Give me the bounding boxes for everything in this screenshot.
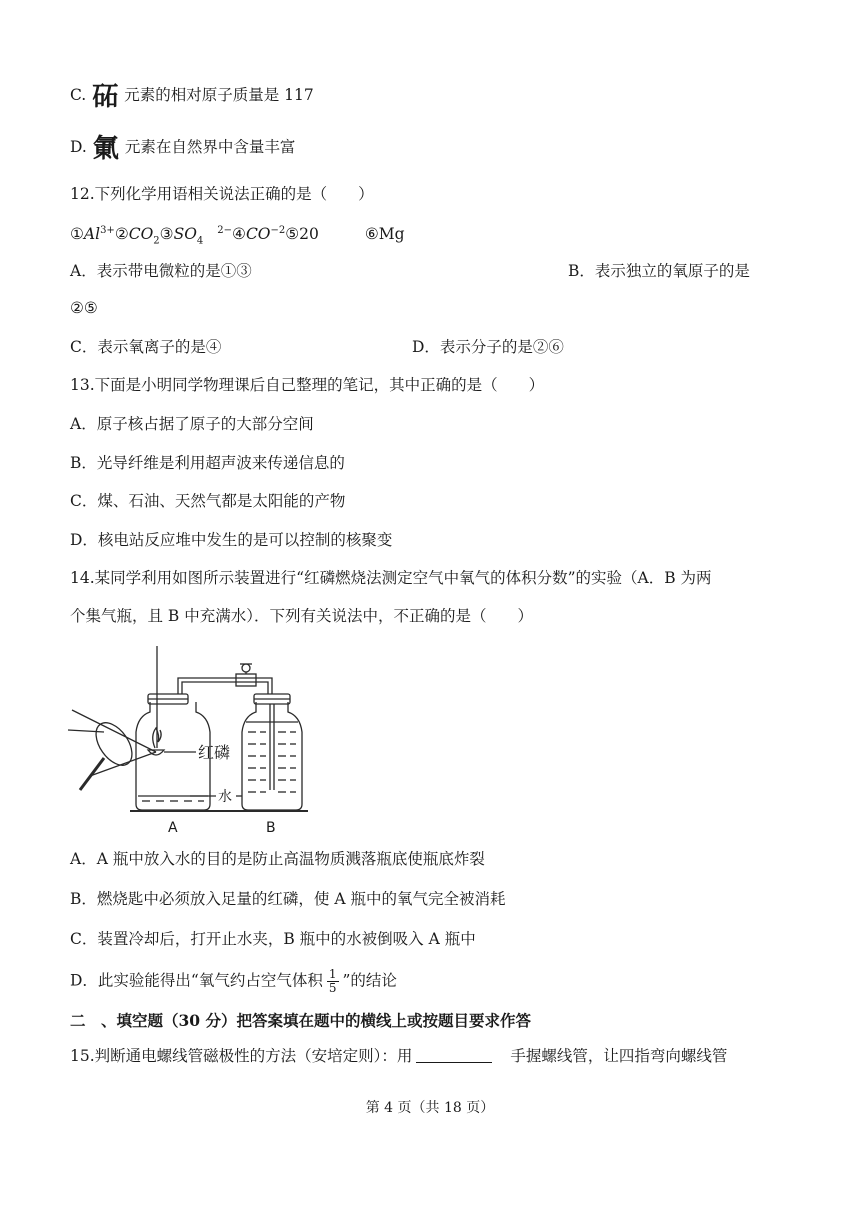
fraction: $\frac{1}{5}$ bbox=[328, 967, 337, 995]
q12-stem: 12.下列化学用语相关说法正确的是（ ） bbox=[70, 185, 374, 203]
element-char: 砳 bbox=[92, 82, 119, 112]
q13-option-c: C．煤、石油、天然气都是太阳能的产物 bbox=[70, 492, 346, 510]
q13-option-a: A．原子核占据了原子的大部分空间 bbox=[70, 415, 314, 433]
option-prefix: D. bbox=[70, 138, 87, 156]
q13-stem: 13.下面是小明同学物理课后自己整理的笔记，其中正确的是（ ） bbox=[70, 376, 545, 394]
q12-symbols: $①Al^{3+}②CO_2③SO_4^{2-}④CO^{-2}⑤20$ ⑥Mg bbox=[70, 225, 405, 247]
page-footer: 第 4 页（共 18 页） bbox=[365, 1100, 495, 1116]
label-red-phosphorus: 红磷 bbox=[198, 743, 231, 762]
q12-option-a: A．表示带电微粒的是①③ bbox=[70, 262, 252, 280]
q13-option-d: D．核电站反应堆中发生的是可以控制的核聚变 bbox=[70, 531, 393, 549]
option-c bbox=[70, 82, 314, 112]
option-prefix: C. bbox=[70, 86, 87, 104]
q14-option-b: B．燃烧匙中必须放入足量的红磷，使 A 瓶中的氧气完全被消耗 bbox=[70, 890, 506, 908]
q13-option-b: B．光导纤维是利用超声波来传递信息的 bbox=[70, 454, 345, 472]
q14-option-d: D．此实验能得出“氧气约占空气体积 $\frac{1}{5}$ ”的结论 bbox=[70, 967, 397, 995]
section-heading: 二 、填空题（30 分）把答案填在题中的横线上或按题目要求作答 bbox=[70, 1011, 531, 1030]
answer-blank[interactable] bbox=[416, 1048, 492, 1063]
q14-stem-line2: 个集气瓶，且 B 中充满水）．下列有关说法中，不正确的是（ ） bbox=[70, 607, 533, 625]
element-char: 氭 bbox=[92, 134, 119, 164]
q14-option-c: C．装置冷却后，打开止水夹，B 瓶中的水被倒吸入 A 瓶中 bbox=[70, 930, 476, 948]
option-text: 元素的相对原子质量是 117 bbox=[124, 86, 314, 104]
q12-option-b: B．表示独立的氧原子的是 bbox=[568, 262, 750, 280]
q12-option-c: C．表示氧离子的是④ bbox=[70, 338, 222, 356]
q15-stem: 15.判断通电螺线管磁极性的方法（安培定则）：用 手握螺线管，让四指弯向螺线管 bbox=[70, 1047, 728, 1065]
q14-stem-line1: 14.某同学利用如图所示装置进行“红磷燃烧法测定空气中氧气的体积分数”的实验（A．B 为两 bbox=[70, 569, 712, 587]
option-d bbox=[70, 134, 296, 164]
q12-option-b-cont: ②⑤ bbox=[70, 299, 98, 317]
experiment-figure bbox=[60, 640, 330, 840]
q14-option-a: A．A 瓶中放入水的目的是防止高温物质溅落瓶底使瓶底炸裂 bbox=[70, 850, 485, 868]
label-bottle-a: A bbox=[168, 820, 178, 836]
option-text: 元素在自然界中含量丰富 bbox=[124, 138, 296, 156]
label-bottle-b: B bbox=[266, 820, 276, 836]
q12-option-d: D．表示分子的是②⑥ bbox=[412, 338, 564, 356]
label-water: 水 bbox=[218, 789, 232, 805]
